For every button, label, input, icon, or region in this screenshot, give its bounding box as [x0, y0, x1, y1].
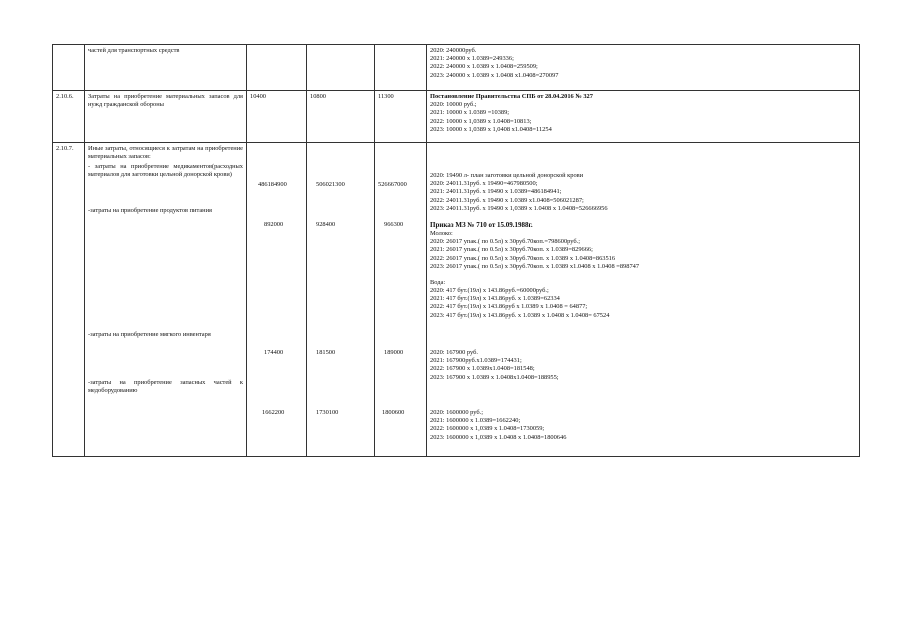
- calculation-cell: [427, 143, 860, 457]
- row-name-medicines: - затраты на приобретение медикаментов(расходных материалов для заготовки цельной донорской крови): [88, 163, 243, 179]
- calc-subheading: Вода:: [430, 278, 446, 286]
- calc-line: 2020: 24011.31руб. х 19490=467980500;: [430, 180, 538, 188]
- value: 174400: [264, 349, 284, 356]
- value-2021: [247, 143, 307, 457]
- calc-line: 2023: 240000 х 1.0389 х 1.0408 х1.0408=270097: [430, 71, 559, 79]
- value-2023: [375, 143, 427, 457]
- value: 1730100: [316, 409, 339, 416]
- calc-line: 2021: 10000 х 1.0389 =10389;: [430, 109, 510, 117]
- calc-line: 2022: 240000 х 1.0389 х 1.0408=259509;: [430, 63, 538, 71]
- value-2022: [307, 45, 375, 91]
- calc-line: 2021: 26017 упак.( по 0.5л) х 30руб.70коп. х 1.0389=829666;: [430, 246, 593, 254]
- calc-line: 2023: 24011.31руб. х 19490 х 1,0389 х 1.0408 х 1.0408=526666956: [430, 204, 608, 212]
- value-2022: [307, 143, 375, 457]
- row-name-food: -затраты на приобретение продуктов питания: [88, 207, 212, 214]
- value: 526667000: [378, 181, 407, 188]
- calc-line: 2020: 19490 л- план заготовки цельной донорской крови: [430, 172, 584, 179]
- calc-line: 2020: 417 бут.(19л) х 143.86руб.=60000руб.;: [430, 287, 549, 295]
- calc-line: 2023: 10000 х 1,0389 х 1,0408 х1.0408=11254: [430, 125, 552, 133]
- regulation-title: Постановление Правительства СПБ от 28.04.2016 № 327: [430, 93, 593, 100]
- calc-line: 2020: 167900 руб.: [430, 349, 478, 356]
- budget-table: [52, 44, 860, 457]
- table-row: [53, 91, 860, 143]
- value: 486184900: [258, 181, 287, 188]
- calc-line: 2021: 417 бут.(19л) х 143.86руб. х 1.0389=62334: [430, 295, 560, 303]
- value: 1662200: [262, 409, 285, 416]
- value-2021: 10400: [247, 91, 307, 143]
- value: 506021300: [316, 181, 345, 188]
- calc-line: 2022: 167900 х 1.0389х1.0408=181548;: [430, 365, 535, 373]
- row-name-intro: Иные затраты, относящиеся к затратам на приобретение материальных запасов:: [88, 145, 243, 161]
- calc-line: 2022: 417 бут.(19л) х 143.86руб х 1.0389 х 1.0408 = 64877;: [430, 303, 588, 311]
- calc-group-blood: [430, 172, 608, 213]
- calc-line: 2021: 240000 х 1.0389=249336;: [430, 55, 514, 63]
- calc-group-spare-parts: [430, 409, 566, 442]
- regulation-title: Приказ МЗ № 710 от 15.09.1988г.: [430, 221, 533, 229]
- table-row: [53, 45, 860, 91]
- row-number: [53, 45, 85, 91]
- calc-group-linen: [430, 349, 559, 382]
- calc-line: 2020: 1600000 руб.;: [430, 409, 483, 416]
- calc-line: 2022: 26017 упак.( по 0.5л) х 30руб.70коп. х 1.0389 х 1.0408=863516: [430, 254, 616, 262]
- calc-line: 2022: 1600000 х 1,0389 х 1.0408=1730059;: [430, 425, 545, 433]
- calc-spacer: [430, 271, 639, 279]
- value-2022: 10800: [307, 91, 375, 143]
- value: 928400: [316, 221, 336, 228]
- value-2021: [247, 45, 307, 91]
- calc-line: 2021: 24011.31руб. х 19490 х 1.0389=486184941;: [430, 188, 562, 196]
- row-number: 2.10.6.: [53, 91, 85, 143]
- value: 892000: [264, 221, 284, 228]
- calc-line: 2022: 24011.31руб. х 19490 х 1.0389 х1.0408=506021287;: [430, 196, 584, 204]
- table-row: [53, 143, 860, 457]
- calc-line: 2020: 10000 руб.;: [430, 101, 477, 109]
- row-number: 2.10.7.: [53, 143, 85, 457]
- row-name: частей для транспортных средств: [85, 45, 247, 91]
- calculation-cell: [427, 91, 860, 143]
- value: 189000: [384, 349, 404, 356]
- calc-subheading: Молоко:: [430, 229, 453, 237]
- calc-line: 2023: 26017 упак.( по 0.5л) х 30руб.70коп. х 1.0389 х1.0408 х 1.0408 =898747: [430, 262, 640, 270]
- row-name-spare-parts: -затраты на приобретение запасных частей к медоборудованию: [88, 379, 243, 395]
- calc-line: 2020: 26017 упак.( по 0.5л) х 30руб.70коп.=798600руб.;: [430, 238, 580, 246]
- row-name-linen: -затраты на приобретение мягкого инвентаря: [88, 331, 211, 338]
- row-name: [85, 143, 247, 457]
- calc-line: 2023: 167900 х 1.0389 х 1.0408х1.0408=188955;: [430, 373, 559, 381]
- calc-line: 2022: 10000 х 1,0389 х 1.0408=10813;: [430, 117, 532, 125]
- calculation-cell: [427, 45, 860, 91]
- calc-line: 2021: 167900руб.х1.0389=174431;: [430, 357, 522, 365]
- row-name: Затраты на приобретение материальных запасов для нужд гражданской обороны: [85, 91, 247, 143]
- calc-line: 2021: 1600000 х 1.0389=1662240;: [430, 417, 521, 425]
- calc-group-food: [430, 221, 639, 320]
- value: 966300: [384, 221, 404, 228]
- calc-line: 2020: 240000руб.: [430, 47, 477, 54]
- value: 1800600: [382, 409, 405, 416]
- value-2023: 11300: [375, 91, 427, 143]
- value-2023: [375, 45, 427, 91]
- calc-line: 2023: 1600000 х 1,0389 х 1.0408 х 1.0408=1800646: [430, 433, 567, 441]
- value: 181500: [316, 349, 336, 356]
- calc-line: 2023: 417 бут.(19л) х 143.86руб. х 1.0389 х 1.0408 х 1.0408= 67524: [430, 311, 610, 319]
